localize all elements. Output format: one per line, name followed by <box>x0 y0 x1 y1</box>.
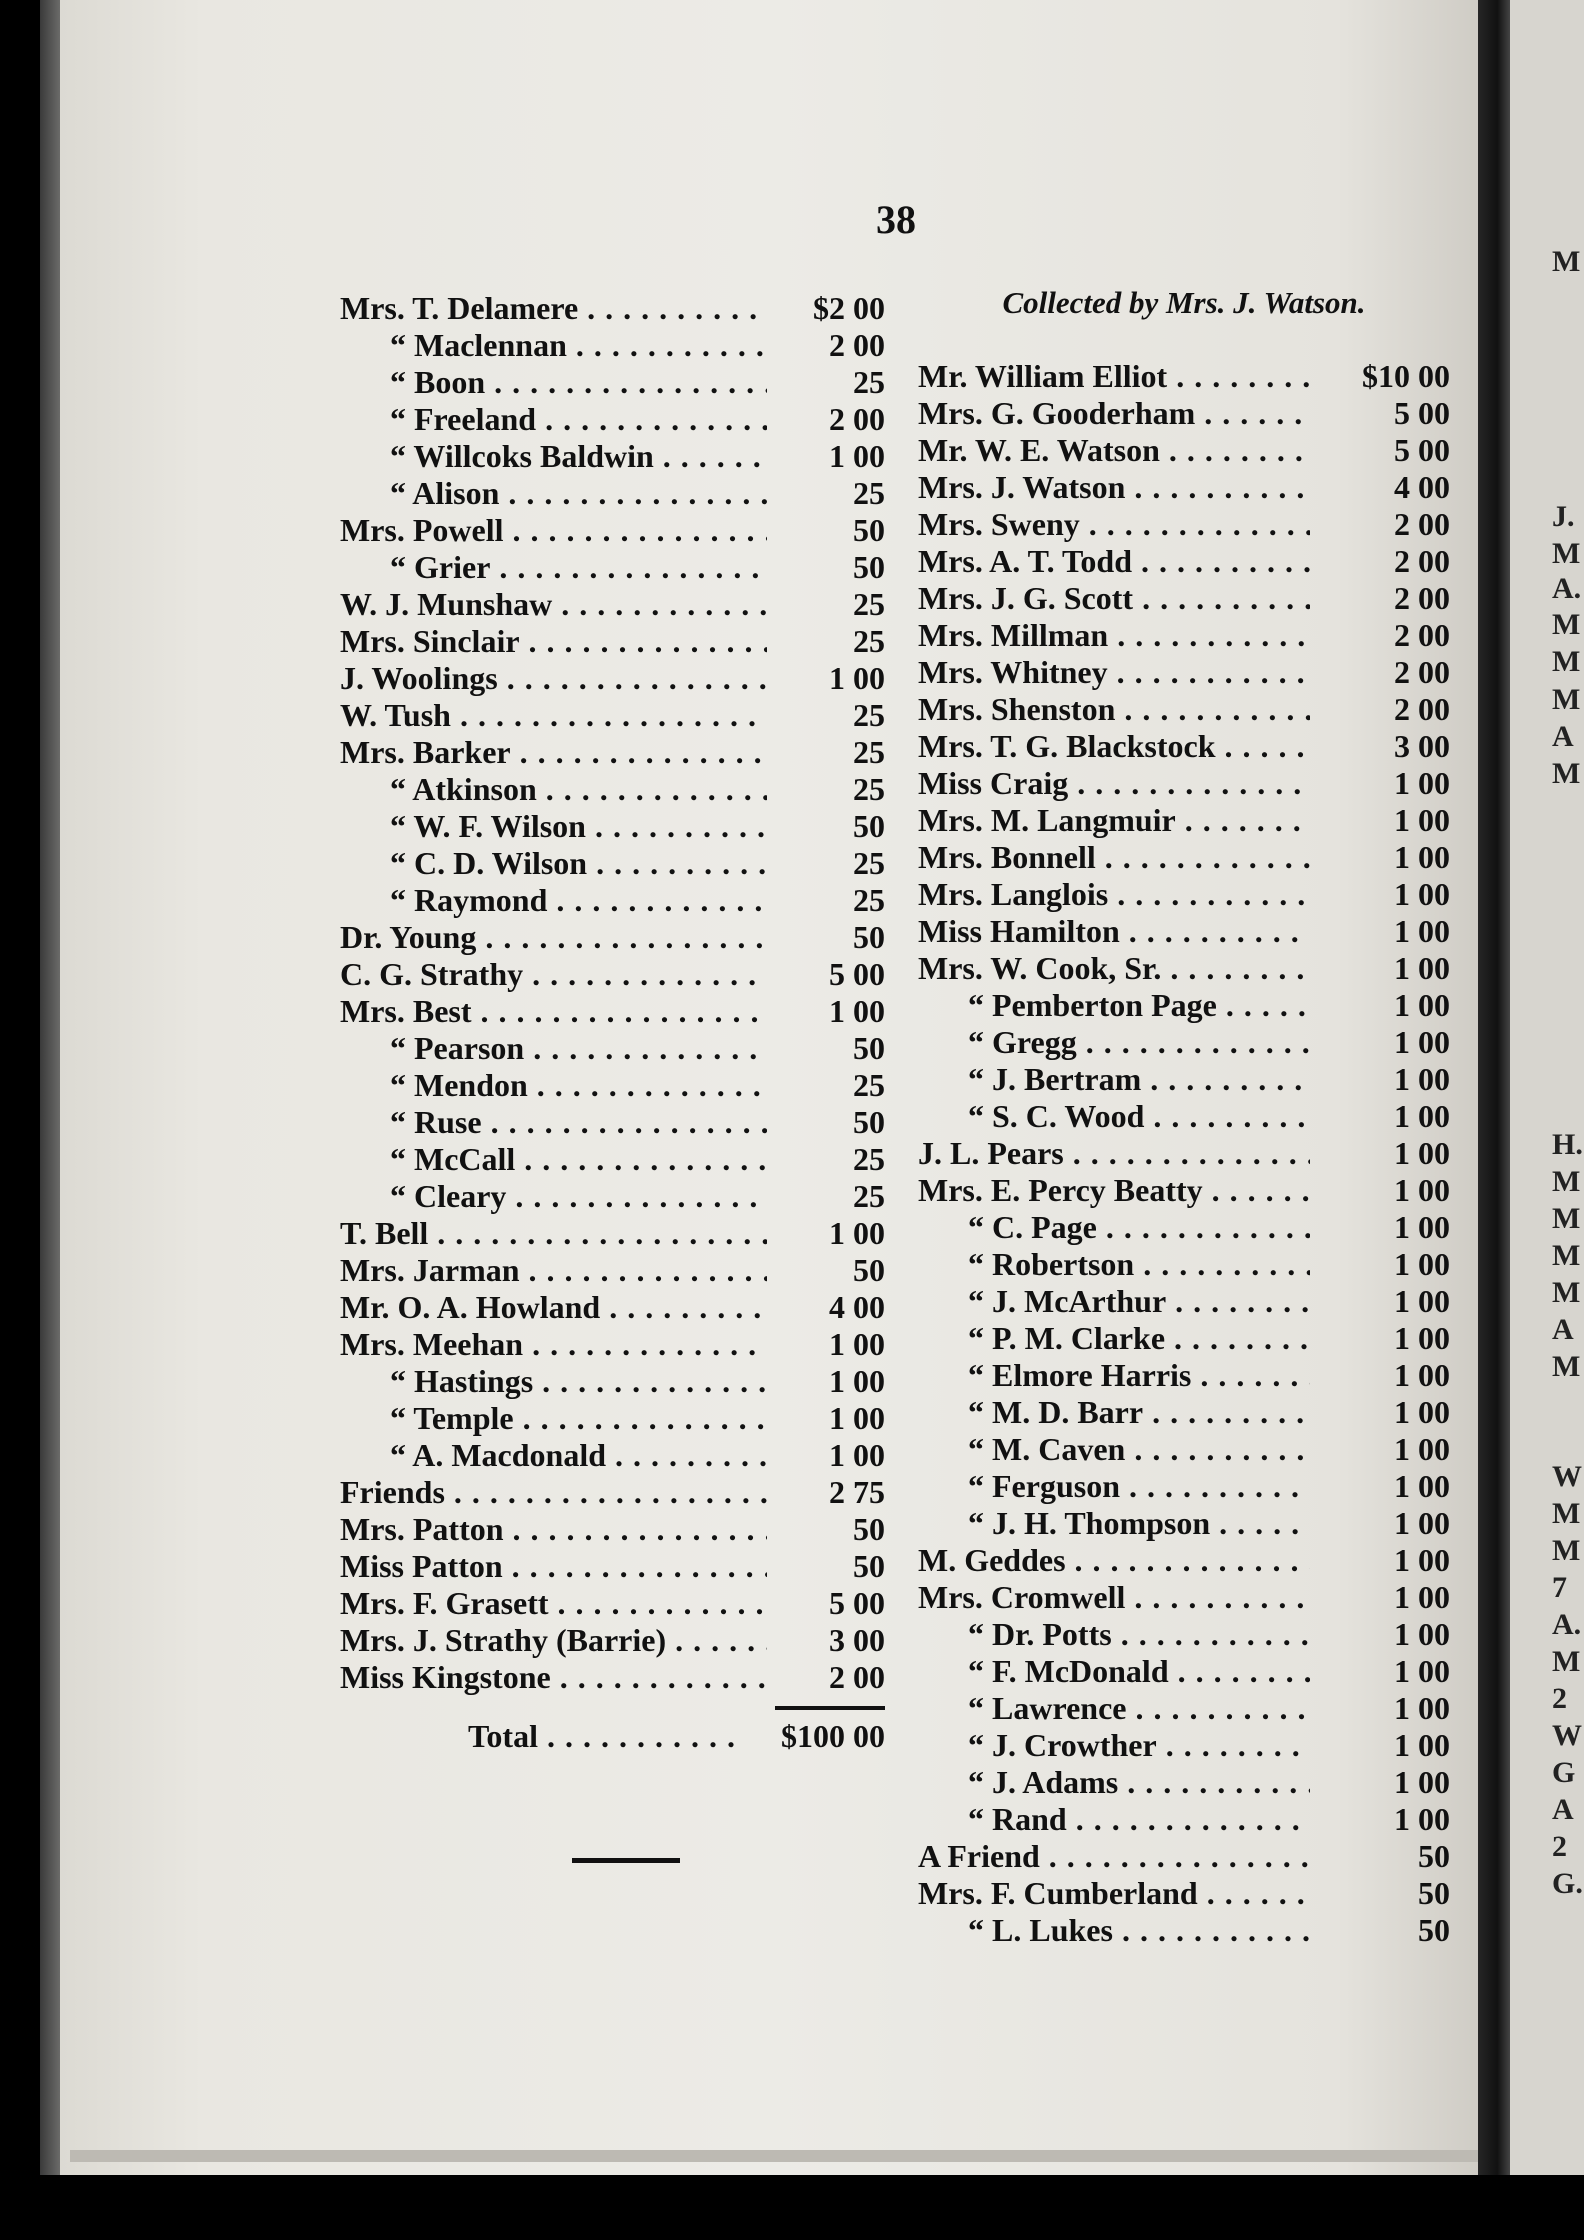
facing-page-fragment: M <box>1552 1497 1581 1530</box>
subscription-amount: 1 00 <box>1394 1542 1450 1578</box>
subscription-row <box>340 1548 885 1585</box>
subscriber-name: “ Alison . . . <box>340 475 767 512</box>
subscription-amount: 5 00 <box>829 956 885 992</box>
subscriber-name: Dr. Young . . . <box>340 919 767 956</box>
subscriber-name: Mrs. J. G. Scott . . . <box>918 580 1310 617</box>
subscriber-name: Mrs. M. Langmuir . . . <box>918 802 1310 839</box>
subscriber-name: Mrs. Sweny . . . <box>918 506 1310 543</box>
subscription-row <box>918 1135 1450 1172</box>
subscriber-name: W. Tush . . . <box>340 697 767 734</box>
subscription-amount: 1 00 <box>829 1215 885 1251</box>
subscription-amount: 3 00 <box>1394 728 1450 764</box>
facing-page-fragment: M <box>1552 537 1581 570</box>
subscriber-name: “ Pemberton Page . . . <box>918 987 1310 1024</box>
subscription-row <box>918 1542 1450 1579</box>
subscription-row <box>340 1474 885 1511</box>
facing-page-fragment: J. <box>1552 500 1575 533</box>
subscription-row <box>918 395 1450 432</box>
subscriber-name: Mr. O. A. Howland . . . <box>340 1289 767 1326</box>
subscription-amount: 4 00 <box>829 1289 885 1325</box>
subscriber-name: “ Pearson . . . <box>340 1030 767 1067</box>
subscription-amount: 50 <box>1418 1912 1450 1948</box>
page-bottom-edge <box>70 2150 1480 2162</box>
subscription-amount: 3 00 <box>829 1622 885 1658</box>
subscription-amount: 25 <box>853 845 885 881</box>
subscription-amount: 50 <box>1418 1838 1450 1874</box>
subscriber-name: “ J. Adams . . . <box>918 1764 1310 1801</box>
subscription-row <box>918 1505 1450 1542</box>
subscriber-name: Mrs. T. G. Blackstock . . . <box>918 728 1310 765</box>
facing-page-fragment: 2 <box>1552 1682 1567 1715</box>
subscriber-name: “ Temple . . . <box>340 1400 767 1437</box>
subscriber-name: “ McCall . . . <box>340 1141 767 1178</box>
subscriber-name: “ S. C. Wood . . . <box>918 1098 1310 1135</box>
subscription-amount: 1 00 <box>1394 987 1450 1023</box>
facing-page-fragment: 2 <box>1552 1830 1567 1863</box>
subscriber-name: Mrs. W. Cook, Sr. . . . <box>918 950 1310 987</box>
subscription-amount: 1 00 <box>829 1437 885 1473</box>
subscriber-name: Miss Patton . . . <box>340 1548 767 1585</box>
subscriber-name: “ Mendon . . . <box>340 1067 767 1104</box>
subscription-row <box>918 1616 1450 1653</box>
subscriber-name: “ Ferguson . . . <box>918 1468 1310 1505</box>
subscription-row <box>340 845 885 882</box>
subscriber-name: T. Bell . . . <box>340 1215 767 1252</box>
subscription-row <box>340 1659 885 1696</box>
subscription-amount: 50 <box>853 549 885 585</box>
subscription-amount: 25 <box>853 1141 885 1177</box>
subscription-row <box>340 1437 885 1474</box>
subscription-row <box>340 475 885 512</box>
subscription-amount: 50 <box>1418 1875 1450 1911</box>
subscription-row <box>340 808 885 845</box>
facing-page-fragment: M <box>1552 757 1581 790</box>
facing-page-fragment: A <box>1552 1793 1574 1826</box>
subscription-row <box>918 580 1450 617</box>
subscriber-name: “ M. Caven . . . <box>918 1431 1310 1468</box>
subscription-row <box>340 956 885 993</box>
subscription-amount: 5 00 <box>829 1585 885 1621</box>
facing-page-fragment: M <box>1552 645 1581 678</box>
subscriber-name: “ Boon . . . <box>340 364 767 401</box>
subscriber-name: “ W. F. Wilson . . . <box>340 808 767 845</box>
subscriber-name: “ Ruse . . . <box>340 1104 767 1141</box>
subscriber-name: Mrs. F. Cumberland . . . <box>918 1875 1310 1912</box>
facing-page-fragment: M <box>1552 1165 1581 1198</box>
subscription-row <box>340 1326 885 1363</box>
total-amount: $100 00 <box>781 1718 885 1754</box>
book-gutter <box>1478 0 1510 2175</box>
subscription-amount: 2 00 <box>1394 691 1450 727</box>
subscription-amount: 1 00 <box>1394 1357 1450 1393</box>
total-row <box>340 1718 885 1755</box>
facing-page-fragment: M <box>1552 1276 1581 1309</box>
subscriber-name: Mrs. Sinclair . . . <box>340 623 767 660</box>
subscription-row <box>918 1431 1450 1468</box>
subscriber-name: J. L. Pears . . . <box>918 1135 1310 1172</box>
subscriber-name: “ Freeland . . . <box>340 401 767 438</box>
subscription-amount: $2 00 <box>813 290 885 326</box>
subscription-row <box>918 506 1450 543</box>
subscriber-name: Mrs. Powell . . . <box>340 512 767 549</box>
subscription-amount: 2 00 <box>829 1659 885 1695</box>
subscription-row <box>340 623 885 660</box>
subscription-amount: 25 <box>853 475 885 511</box>
subscriber-name: “ Grier . . . <box>340 549 767 586</box>
subscription-row <box>918 432 1450 469</box>
facing-page-fragment: A <box>1552 1313 1574 1346</box>
subscription-row <box>918 1061 1450 1098</box>
subscriber-name: “ Atkinson . . . <box>340 771 767 808</box>
subscriber-name: “ F. McDonald . . . <box>918 1653 1310 1690</box>
subscription-row <box>918 950 1450 987</box>
subscriber-name: Mr. William Elliot . . . <box>918 358 1310 395</box>
subscription-amount: 1 00 <box>1394 1727 1450 1763</box>
subscription-amount: 2 75 <box>829 1474 885 1510</box>
subscription-amount: 5 00 <box>1394 432 1450 468</box>
subscription-row <box>340 660 885 697</box>
collector-heading: Collected by Mrs. J. Watson. <box>1002 285 1366 320</box>
subscription-amount: 1 00 <box>1394 1653 1450 1689</box>
subscription-row <box>340 734 885 771</box>
subscription-row <box>918 1024 1450 1061</box>
subscriber-name: “ J. Bertram . . . <box>918 1061 1310 1098</box>
subscription-amount: 2 00 <box>1394 506 1450 542</box>
subscriber-name: Mrs. Cromwell . . . <box>918 1579 1310 1616</box>
subscription-amount: 2 00 <box>1394 617 1450 653</box>
subscriber-name: “ M. D. Barr . . . <box>918 1394 1310 1431</box>
subscription-amount: 2 00 <box>829 327 885 363</box>
subscription-row <box>340 1252 885 1289</box>
subscription-amount: 1 00 <box>829 660 885 696</box>
subscriber-name: Mrs. Jarman . . . <box>340 1252 767 1289</box>
subscription-row <box>918 1172 1450 1209</box>
subscription-row <box>340 1289 885 1326</box>
subscriber-name: Mrs. J. Watson . . . <box>918 469 1310 506</box>
subscription-row <box>918 1764 1450 1801</box>
subscriber-name: “ C. Page . . . <box>918 1209 1310 1246</box>
subscription-amount: 50 <box>853 1511 885 1547</box>
subscription-row <box>340 1067 885 1104</box>
subscription-amount: 1 00 <box>1394 839 1450 875</box>
subscription-row <box>340 1178 885 1215</box>
subscription-amount: 25 <box>853 1178 885 1214</box>
subscriber-name: Mrs. F. Grasett . . . <box>340 1585 767 1622</box>
subscription-amount: 1 00 <box>1394 1246 1450 1282</box>
facing-page-fragment: A. <box>1552 1608 1582 1641</box>
facing-page-fragment: M <box>1552 1645 1581 1678</box>
subscriber-name: “ Dr. Potts . . . <box>918 1616 1310 1653</box>
subscription-row <box>918 1801 1450 1838</box>
subscription-row <box>340 1141 885 1178</box>
subscriber-name: Mrs. G. Gooderham . . . <box>918 395 1310 432</box>
subscriber-name: Miss Kingstone . . . <box>340 1659 767 1696</box>
subscription-amount: 25 <box>853 623 885 659</box>
subscription-amount: 4 00 <box>1394 469 1450 505</box>
subscription-amount: 1 00 <box>1394 1468 1450 1504</box>
subscription-amount: 1 00 <box>1394 1061 1450 1097</box>
subscriber-name: Mrs. J. Strathy (Barrie) . . . <box>340 1622 767 1659</box>
facing-page-fragment: G <box>1552 1756 1576 1789</box>
subscription-amount: 1 00 <box>829 993 885 1029</box>
subscription-row <box>918 1098 1450 1135</box>
subscription-amount: 1 00 <box>1394 1801 1450 1837</box>
subscriber-name: Mrs. Bonnell . . . <box>918 839 1310 876</box>
subscription-row <box>340 1363 885 1400</box>
subscriber-name: “ J. McArthur . . . <box>918 1283 1310 1320</box>
subscription-row <box>340 327 885 364</box>
subscription-amount: 1 00 <box>1394 802 1450 838</box>
subscription-amount: 1 00 <box>829 1363 885 1399</box>
subscriber-name: Mrs. Patton . . . <box>340 1511 767 1548</box>
subscription-row <box>918 839 1450 876</box>
total-rule <box>775 1706 885 1710</box>
subscriber-name: Miss Hamilton . . . <box>918 913 1310 950</box>
subscription-row <box>918 1357 1450 1394</box>
facing-page-fragment: M <box>1552 1534 1581 1567</box>
facing-page-fragment: A <box>1552 720 1574 753</box>
subscription-row <box>918 469 1450 506</box>
subscription-amount: 1 00 <box>1394 913 1450 949</box>
subscription-row <box>340 1215 885 1252</box>
subscription-row <box>918 691 1450 728</box>
subscription-amount: 50 <box>853 919 885 955</box>
subscription-row <box>340 1622 885 1659</box>
subscriber-name: “ Rand . . . <box>918 1801 1310 1838</box>
subscription-row <box>340 1030 885 1067</box>
subscription-row <box>340 549 885 586</box>
subscriber-name: “ Elmore Harris . . . <box>918 1357 1310 1394</box>
subscription-amount: 1 00 <box>1394 1135 1450 1171</box>
subscriber-name: “ Willcoks Baldwin . . . <box>340 438 767 475</box>
subscriber-name: “ Robertson . . . <box>918 1246 1310 1283</box>
facing-page-fragment: M <box>1552 1202 1581 1235</box>
subscriber-name: Mrs. Best . . . <box>340 993 767 1030</box>
subscription-amount: 50 <box>853 1104 885 1140</box>
subscription-amount: 1 00 <box>1394 1209 1450 1245</box>
subscription-amount: $10 00 <box>1362 358 1450 394</box>
subscriber-name: Mrs. Millman . . . <box>918 617 1310 654</box>
subscriber-name: Mrs. Shenston . . . <box>918 691 1310 728</box>
subscription-amount: 1 00 <box>1394 1579 1450 1615</box>
subscription-row <box>918 765 1450 802</box>
subscription-row <box>340 771 885 808</box>
subscription-amount: 50 <box>853 512 885 548</box>
subscription-amount: 50 <box>853 1548 885 1584</box>
facing-page-fragment: M <box>1552 608 1581 641</box>
facing-page-fragment: A. <box>1552 572 1582 605</box>
subscription-amount: 25 <box>853 882 885 918</box>
subscriber-name: Friends . . . <box>340 1474 767 1511</box>
subscription-amount: 50 <box>853 808 885 844</box>
subscription-row <box>918 1653 1450 1690</box>
subscription-row <box>340 697 885 734</box>
subscription-amount: 25 <box>853 1067 885 1103</box>
subscription-row <box>340 882 885 919</box>
subscription-row <box>918 654 1450 691</box>
subscription-row <box>340 364 885 401</box>
subscription-amount: 1 00 <box>1394 1394 1450 1430</box>
subscription-row <box>918 987 1450 1024</box>
subscription-amount: 2 00 <box>1394 580 1450 616</box>
subscription-row <box>918 913 1450 950</box>
subscription-amount: 1 00 <box>1394 1172 1450 1208</box>
subscription-amount: 1 00 <box>1394 1764 1450 1800</box>
section-divider <box>572 1858 680 1863</box>
subscription-row <box>918 1320 1450 1357</box>
subscription-row <box>340 1511 885 1548</box>
subscriber-name: J. Woolings . . . <box>340 660 767 697</box>
subscription-row <box>918 802 1450 839</box>
subscriber-name: Mr. W. E. Watson . . . <box>918 432 1310 469</box>
subscriber-name: “ J. Crowther . . . <box>918 1727 1310 1764</box>
subscription-row <box>918 1246 1450 1283</box>
subscriber-name: C. G. Strathy . . . <box>340 956 767 993</box>
subscriber-name: Miss Craig . . . <box>918 765 1310 802</box>
subscription-row <box>340 290 885 327</box>
subscription-row <box>340 919 885 956</box>
subscription-amount: 1 00 <box>1394 1283 1450 1319</box>
subscriber-name: “ Hastings . . . <box>340 1363 767 1400</box>
page-number: 38 <box>876 197 916 242</box>
facing-page-fragment: M <box>1552 1239 1581 1272</box>
subscription-amount: 2 00 <box>829 401 885 437</box>
subscription-row <box>340 993 885 1030</box>
subscription-amount: 50 <box>853 1252 885 1288</box>
subscriber-name: Mrs. E. Percy Beatty . . . <box>918 1172 1310 1209</box>
subscription-amount: 1 00 <box>1394 1690 1450 1726</box>
subscriber-name: Mrs. Barker . . . <box>340 734 767 771</box>
subscription-row <box>918 1727 1450 1764</box>
subscription-amount: 1 00 <box>1394 876 1450 912</box>
subscription-row <box>918 1579 1450 1616</box>
subscription-row <box>918 1394 1450 1431</box>
subscription-amount: 25 <box>853 771 885 807</box>
facing-page-fragment: M <box>1552 683 1581 716</box>
subscription-row <box>918 1912 1450 1949</box>
subscription-row <box>340 512 885 549</box>
subscriber-name: W. J. Munshaw . . . <box>340 586 767 623</box>
subscriber-name: “ P. M. Clarke . . . <box>918 1320 1310 1357</box>
subscription-row <box>340 1585 885 1622</box>
facing-page-fragment: 7 <box>1552 1571 1567 1604</box>
subscription-amount: 1 00 <box>1394 1431 1450 1467</box>
subscriber-name: Mrs. Whitney . . . <box>918 654 1310 691</box>
subscription-amount: 50 <box>853 1030 885 1066</box>
subscription-amount: 1 00 <box>1394 1616 1450 1652</box>
subscription-amount: 25 <box>853 364 885 400</box>
subscription-row <box>918 876 1450 913</box>
subscriber-name: “ A. Macdonald . . . <box>340 1437 767 1474</box>
subscriber-name: “ Lawrence . . . <box>918 1690 1310 1727</box>
subscription-row <box>918 1838 1450 1875</box>
subscription-row <box>918 1209 1450 1246</box>
facing-page-fragment: W <box>1552 1460 1582 1493</box>
subscription-row <box>918 543 1450 580</box>
subscription-amount: 5 00 <box>1394 395 1450 431</box>
subscription-row <box>918 1690 1450 1727</box>
subscription-row <box>918 358 1450 395</box>
subscription-amount: 1 00 <box>1394 1024 1450 1060</box>
subscription-row <box>918 1283 1450 1320</box>
subscription-amount: 25 <box>853 734 885 770</box>
subscription-amount: 25 <box>853 697 885 733</box>
subscription-row <box>918 1468 1450 1505</box>
subscription-amount: 1 00 <box>1394 1098 1450 1134</box>
subscription-amount: 1 00 <box>829 1326 885 1362</box>
subscriber-name: Mrs. Meehan . . . <box>340 1326 767 1363</box>
subscription-row <box>918 1875 1450 1912</box>
subscriber-name: Mrs. Langlois . . . <box>918 876 1310 913</box>
subscription-amount: 1 00 <box>1394 1320 1450 1356</box>
subscription-amount: 2 00 <box>1394 543 1450 579</box>
subscription-amount: 1 00 <box>829 438 885 474</box>
subscription-row <box>340 586 885 623</box>
subscription-row <box>340 1104 885 1141</box>
subscription-row <box>918 728 1450 765</box>
subscription-amount: 25 <box>853 586 885 622</box>
subscriber-name: A Friend . . . <box>918 1838 1310 1875</box>
subscription-row <box>340 401 885 438</box>
facing-page-fragment: H. <box>1552 1128 1583 1161</box>
subscriber-name: Mrs. A. T. Todd . . . <box>918 543 1310 580</box>
facing-page-fragment: W <box>1552 1719 1582 1752</box>
subscriber-name: “ J. H. Thompson . . . <box>918 1505 1310 1542</box>
subscriber-name: “ L. Lukes . . . <box>918 1912 1310 1949</box>
subscriber-name: M. Geddes . . . <box>918 1542 1310 1579</box>
subscription-amount: 1 00 <box>1394 950 1450 986</box>
subscription-row <box>340 438 885 475</box>
subscriber-name: “ Cleary . . . <box>340 1178 767 1215</box>
subscription-row <box>340 1400 885 1437</box>
facing-page-fragment: G. <box>1552 1867 1583 1900</box>
subscriber-name: “ Raymond . . . <box>340 882 767 919</box>
subscriber-name: “ Maclennan . . . <box>340 327 767 364</box>
total-label: Total . . . <box>340 1718 745 1755</box>
subscription-amount: 1 00 <box>829 1400 885 1436</box>
subscription-row <box>918 617 1450 654</box>
subscriber-name: “ Gregg . . . <box>918 1024 1310 1061</box>
facing-page-fragment: M <box>1552 245 1581 278</box>
subscription-amount: 1 00 <box>1394 765 1450 801</box>
subscriber-name: “ C. D. Wilson . . . <box>340 845 767 882</box>
subscriber-name: Mrs. T. Delamere . . . <box>340 290 767 327</box>
subscription-amount: 1 00 <box>1394 1505 1450 1541</box>
facing-page-fragment: M <box>1552 1350 1581 1383</box>
subscription-amount: 2 00 <box>1394 654 1450 690</box>
